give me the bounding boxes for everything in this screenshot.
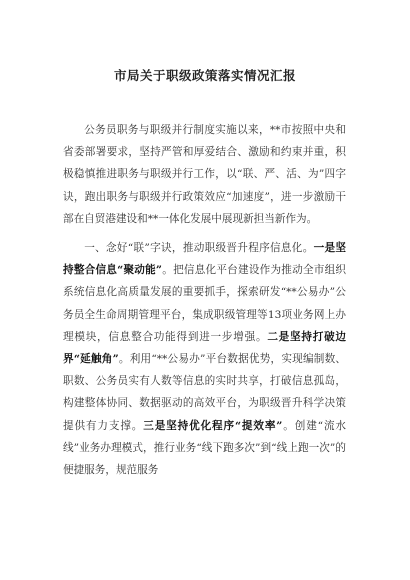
paragraph-intro [63, 119, 346, 230]
point-one-text: 。把信息化平台建设作为推动全市组织系统信息化高质量发展的重要抓手，探索研发“**公易办”公务员全生命周期管理平台，集成职级管理等13项业务网上办理模块，信息整合功能得到进一步增强。 [63, 264, 347, 343]
point-three-heading: 三是坚持优化程序“提效率” [143, 419, 283, 432]
section-heading: 一、念好“联”字诀，推动职级晋升程序信息化。 [84, 242, 314, 255]
point-three-text: 。创建“流水线”业务办理模式，推行业务“线下跑多次”到“线上跑一次”的便捷服务，规范服务 [63, 419, 347, 477]
point-two-heading: 二是坚持打破边界“延触角” [63, 330, 347, 366]
document-body [63, 119, 346, 481]
point-one-heading: 一是坚持整合信息“聚动能” [63, 242, 346, 277]
paragraph-section-one [63, 237, 346, 481]
document-title: 市局关于职级政策落实情况汇报 [113, 68, 296, 83]
paragraph-text: 公务员职务与职级并行制度实施以来，**市按照中央和省委部署要求，坚持严管和厚爱结合、激励和约束并重，积极稳慎推进职务与职级并行工作，以“联、严、活、为”四字诀，跑出职务与职级并行政策效应“加速度”，进一步激励干部在自贸港建设和**一体化发展中展现新担当新作为。 [63, 124, 346, 225]
point-two-text: 。利用“**公易办”平台数据优势，实现编制数、职数、公务员实有人数等信息的实时共享，打破信息孤岛，构建整体协同、数据驱动的高效平台，为职级晋升科学决策提供有力支撑。 [63, 353, 346, 432]
